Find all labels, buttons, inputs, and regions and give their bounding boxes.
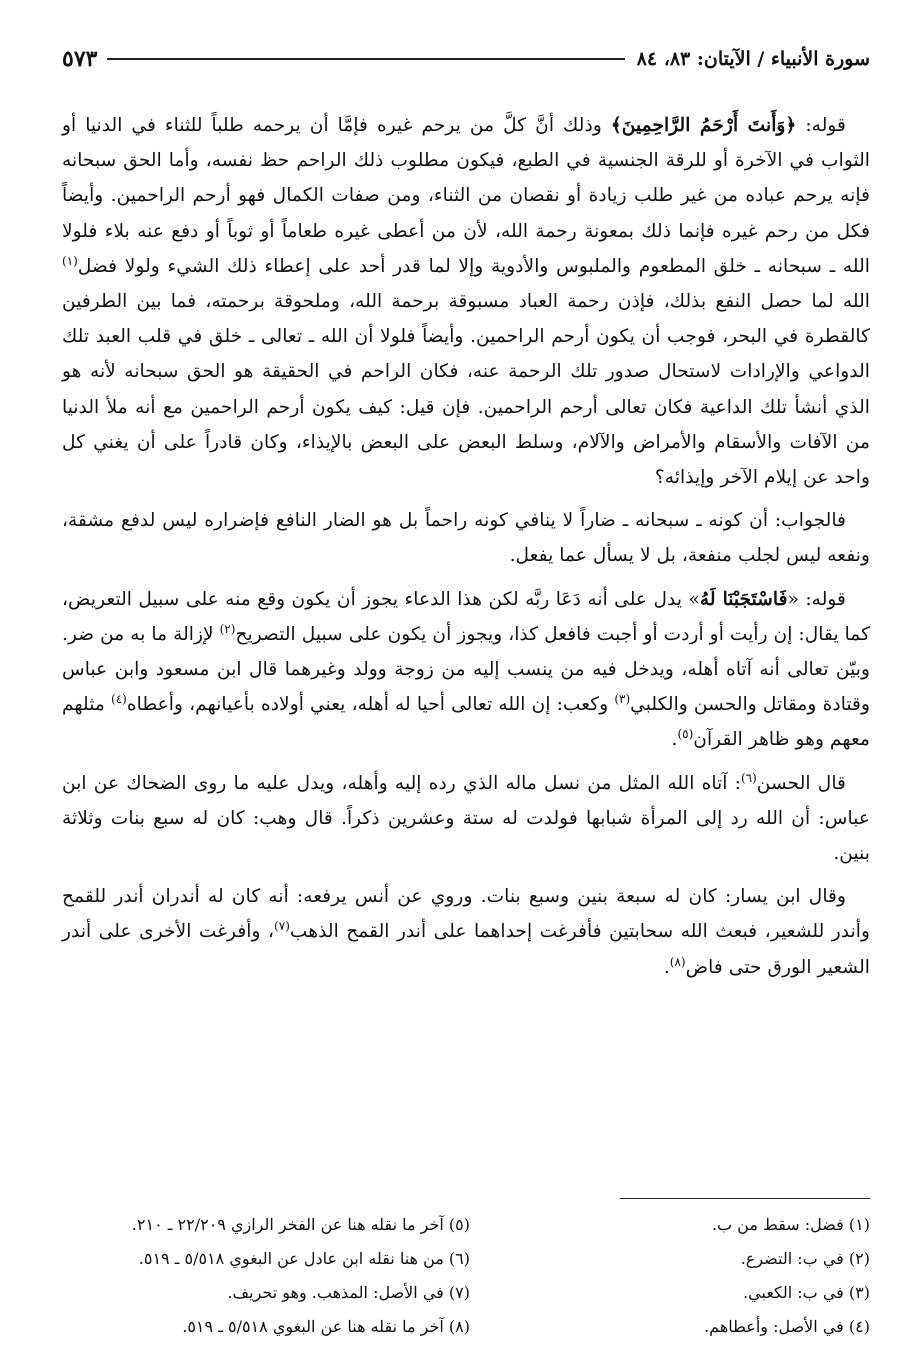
main-text	[62, 108, 870, 993]
paragraph	[62, 503, 870, 573]
footnote-marker: (٨)	[669, 954, 686, 969]
text-segment: فالجواب: أن كونه ـ سبحانه ـ ضاراً لا ينافي كونه راحماً بل هو الضار النافع فإضراره ليس لدفع مشقة، ونفعه ليس لجلب منفعة، بل لا يسأل عما يفعل.	[62, 510, 870, 567]
footnote	[62, 1310, 470, 1344]
text-segment: الله لما حصل النفع بذلك، فإذن رحمة العباد مسبوقة برحمة الله، وملحوقة برحمته، فما بين الطرفين كالقطرة في البحر، فوجب أن يكون أرحم الراحمين. وأيضاً فلولا أن الله ـ تعالى ـ خلق في قلب العبد تلك الدواعي والإرادات لاستحال صدور تلك الرحمة عنه، فكان الراحم في الحقيقة هو الحق سبحانه لأنه هو الذي أنشأ تلك الداعية فكان تعالى أرحم الراحمين. فإن قيل: كيف يكون أرحم الراحمين مع أنه ملأ الدنيا من الآفات والأسقام والأمراض والآلام، وسلط البعض على البعض بالإيذاء، وكان قادراً على أن يغني كل واحد عن إيلام الآخر وإيذائه؟	[62, 291, 870, 489]
paragraph	[62, 879, 870, 985]
text-segment: ، وأفرغت الأخرى على أندر الشعير الورق حتى فاض	[62, 921, 870, 978]
footnote-text: من هنا نقله ابن عادل عن البغوي ٥/٥١٨ ـ ٥١٩.	[138, 1249, 444, 1268]
footnotes	[62, 1208, 870, 1344]
page-number: ٥٧٣	[62, 46, 98, 72]
footnote-text: آخر ما نقله هنا عن البغوي ٥/٥١٨ ـ ٥١٩.	[182, 1317, 444, 1336]
footnote	[62, 1242, 470, 1276]
footnote-marker: (٦)	[740, 770, 757, 785]
quran-quote: ﴿وَأَنتَ أَرْحَمُ الرَّاحِمِينَ﴾	[610, 114, 797, 136]
text-segment: .	[671, 729, 678, 751]
footnote	[470, 1310, 870, 1344]
footnote-number: (٦)	[448, 1249, 470, 1268]
page-header	[62, 42, 870, 76]
text-segment: » يدل على أنه دَعَا ربَّه لكن هذا الدعاء يجوز أن يكون وقع منه على سبيل التعريض، كما يقال: إن رأيت أو أردت أو أجبت فافعل كذا، ويجوز أن يكون على سبيل التصريح	[62, 588, 870, 645]
text-segment: قال الحسن	[756, 772, 846, 794]
book-page	[62, 36, 870, 1336]
text-segment: وذلك أنَّ كلَّ من يرحم غيره فإمَّا أن يرحمه طلباً للثناء في الدنيا أو الثواب في الآخرة أو للرقة الجنسية في الطبع، فيكون مطلوب ذلك الراحم حظ نفسه، وأما الحق سبحانه فإنه يرحم عباده من غير طلب زيادة أو نقصان من الثناء، ومن صفات الكمال فهو أرحم الراحمين. وأيضاً فكل من رحم غيره فإنما ذلك بمعونة رحمة الله، لأن من أعطى غيره طعاماً أو ثوباً أو دفع عنه بلاء فلولا الله ـ سبحانه ـ خلق المطعوم والملبوس والأدوية وإلا لما قدر أحد على إعطاء ذلك الشيء ولولا فضل	[62, 115, 870, 277]
footnote-text: آخر ما نقله هنا عن الفخر الرازي ٢٢/٢٠٩ ـ ٢١٠.	[131, 1215, 444, 1234]
footnote-number: (٨)	[448, 1317, 470, 1336]
paragraph	[62, 108, 870, 495]
footnote-marker: (٢)	[219, 621, 236, 636]
text-segment: لإزالة ما به من ضر. وبيّن تعالى أنه آتاه أهله، ويدخل فيه من ينسب إليه من زوجة وولد وغيرهما قال ابن مسعود وابن عباس وقتادة ومقاتل والحسن والكلبي	[62, 623, 870, 716]
text-segment: : آتاه الله المثل من نسل ماله الذي رده إليه وأهله، ويدل عليه ما روى الضحاك عن ابن عباس: أن الله رد إلى المرأة شبابها فولدت له ستة وعشرين ذكراً. قال وهب: كان له سبع بنات وثلاثة بنين.	[62, 772, 870, 865]
footnote-marker: (٥)	[677, 727, 694, 742]
footnote-number: (٥)	[448, 1215, 470, 1234]
footnote-marker: (١)	[62, 253, 78, 268]
footnote-text: في الأصل: المذهب. وهو تحريف.	[227, 1283, 444, 1302]
header-rule	[107, 58, 624, 60]
footnote	[470, 1276, 870, 1310]
footnote-number: (٧)	[448, 1283, 470, 1302]
footnote-text: فضل: سقط من ب.	[711, 1215, 844, 1234]
footnote-number: (٢)	[848, 1249, 870, 1268]
footnote	[62, 1208, 470, 1242]
text-segment: وكعب: إن الله تعالى أحيا له أهله، يعني أولاده بأعيانهم، وأعطاه	[126, 694, 615, 716]
footnote-separator	[620, 1198, 870, 1199]
footnote-number: (٣)	[848, 1283, 870, 1302]
footnote	[470, 1242, 870, 1276]
running-title: سورة الأنبياء / الآيتان: ٨٣، ٨٤	[636, 48, 870, 70]
footnote-number: (١)	[848, 1215, 870, 1234]
footnote-marker: (٧)	[274, 919, 290, 934]
paragraph	[62, 766, 870, 872]
paragraph	[62, 582, 870, 758]
text-segment: .	[663, 956, 670, 978]
text-segment: قوله: «	[787, 588, 846, 610]
footnote-number: (٤)	[848, 1317, 870, 1336]
footnote-marker: (٣)	[614, 692, 631, 707]
footnote	[470, 1208, 870, 1242]
footnote-text: في ب: الكعبي.	[743, 1283, 844, 1302]
text-segment: قوله:	[796, 115, 846, 136]
footnote-marker: (٤)	[111, 692, 127, 707]
text-segment: مثلهم معهم وهو ظاهر القرآن	[62, 694, 870, 751]
text-segment: وقال ابن يسار: كان له سبعة بنين وسبع بنات. وروي عن أنس يرفعه: أنه كان له أندران أندر للقمح وأندر للشعير، فبعث الله سحابتين فأفرغت إحداهما على أندر القمح الذهب	[62, 886, 871, 943]
footnote	[62, 1276, 470, 1310]
footnote-text: في ب: التضرع.	[740, 1249, 844, 1268]
quran-quote: فَاسْتَجَبْنَا لَهُ	[699, 587, 788, 610]
footnote-text: في الأصل: وأعطاهم.	[704, 1317, 844, 1336]
